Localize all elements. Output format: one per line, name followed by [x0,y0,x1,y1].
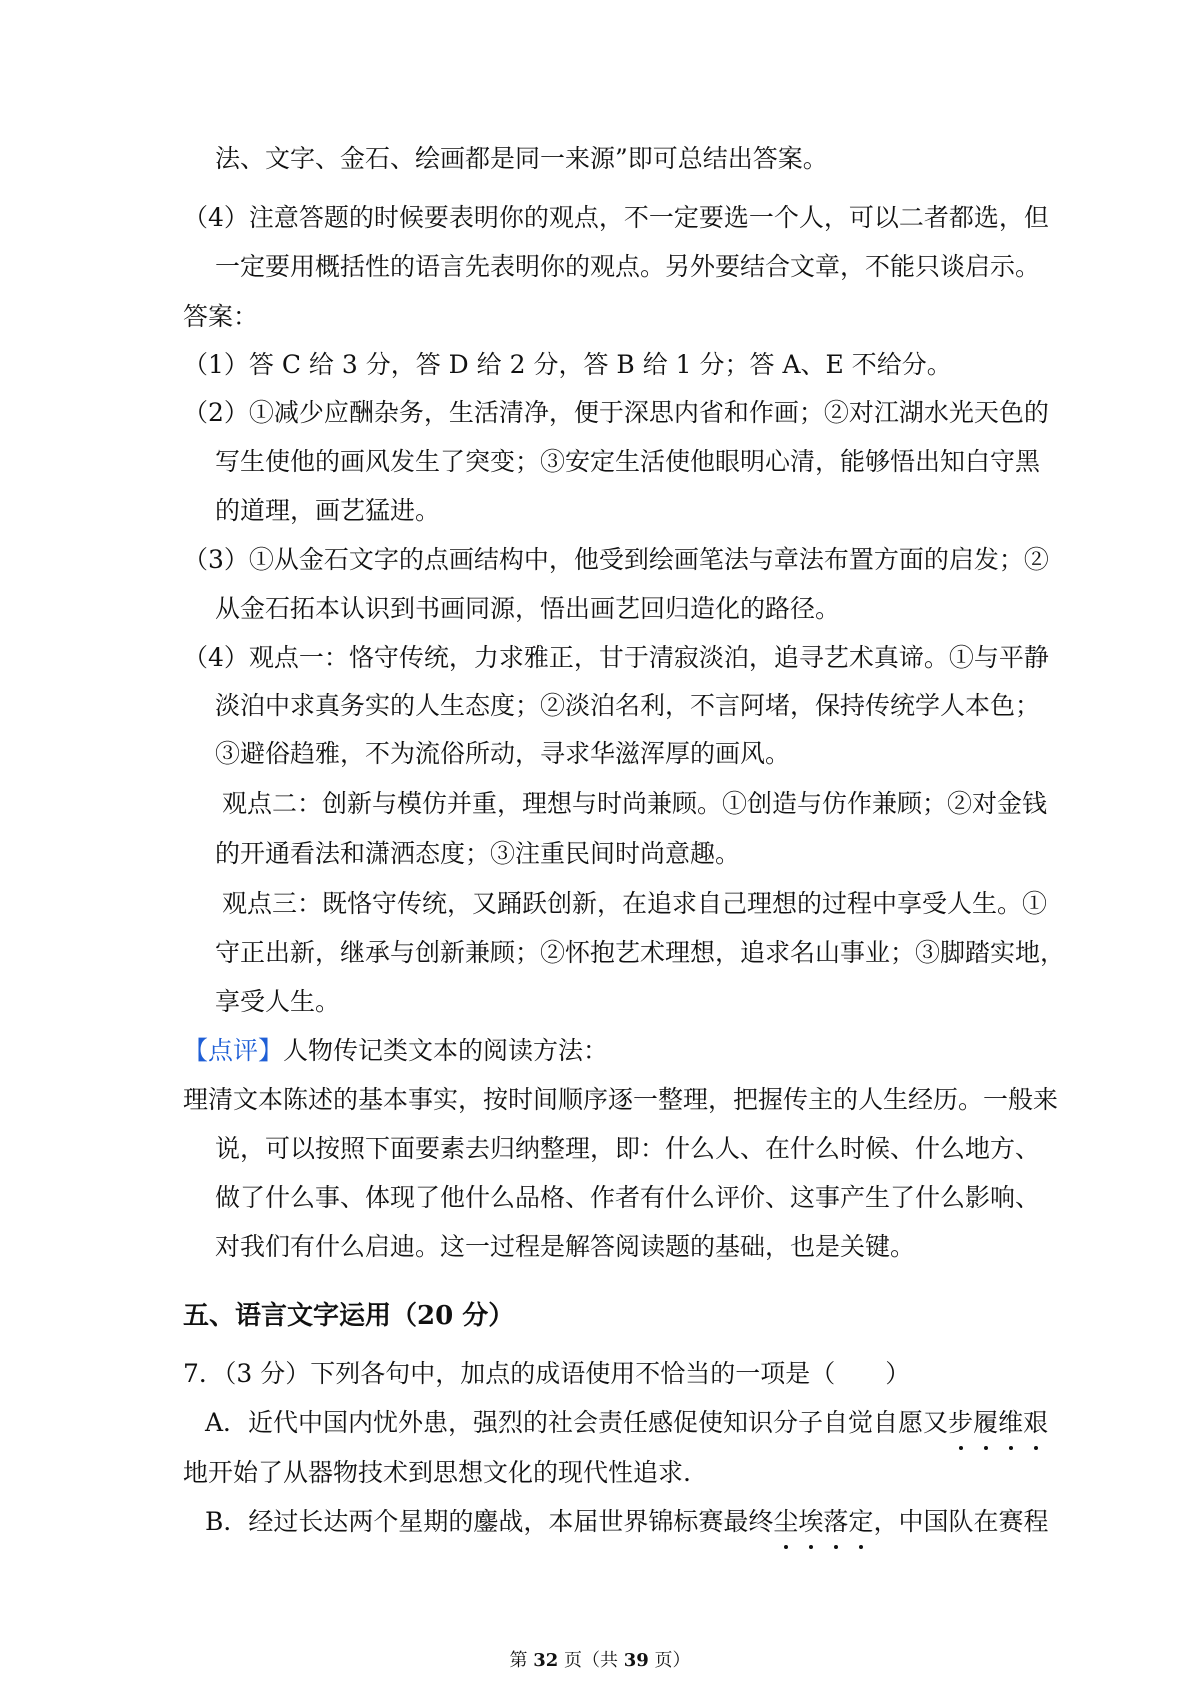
dotted-char: 落 [823,1507,849,1536]
text-line: 享受人生。 [215,987,341,1016]
option-a-text: A．近代中国内忧外患，强烈的社会责任感促使知识分子自觉自愿又 [205,1408,949,1437]
text-line: 对我们有什么启迪。这一过程是解答阅读题的基础，也是关键。 [215,1232,916,1261]
page-footer: 第 32 页（共 39 页） [509,1650,691,1671]
text-line: 7．（3 分）下列各句中，加点的成语使用不恰当的一项是（ ） [183,1359,911,1388]
text-line: （2）①减少应酬杂务，生活清净，便于深思内省和作画；②对江湖水光天色的 [183,398,1049,427]
text-line: 淡泊中求真务实的人生态度；②淡泊名利，不言阿堵，保持传统学人本色； [215,691,1041,720]
option-b-line [205,1507,1200,1537]
comment-text: 人物传记类文本的阅读方法： [283,1036,609,1065]
text-line: 答案： [183,302,259,331]
dotted-char: 履 [973,1408,999,1437]
text-line: 做了什么事、体现了他什么品格、作者有什么评价、这事产生了什么影响、 [215,1183,1041,1212]
text-line: 理清文本陈述的基本事实，按时间顺序逐一整理，把握传主的人生经历。一般来 [183,1085,1059,1114]
option-b-text-end: ，中国队在赛程 [873,1507,1049,1536]
text-line: （4）观点一：恪守传统，力求雅正，甘于清寂淡泊，追寻艺术真谛。①与平静 [183,643,1049,672]
dotted-char: 定 [848,1507,874,1536]
text-line: 说，可以按照下面要素去归纳整理，即：什么人、在什么时候、什么地方、 [215,1134,1041,1163]
text-line: （1）答 C 给 3 分，答 D 给 2 分，答 B 给 1 分；答 A、E 不给分。 [183,350,952,379]
text-line: 从金石拓本认识到书画同源，悟出画艺回归造化的路径。 [215,594,841,623]
option-a-line [205,1408,1200,1438]
dotted-char: 维 [998,1408,1024,1437]
text-line: 法、文字、金石、绘画都是同一来源”即可总结出答案。 [215,144,828,173]
section-heading: 五、语言文字运用（20 分） [183,1301,515,1331]
text-line: （4）注意答题的时候要表明你的观点，不一定要选一个人，可以二者都选，但 [183,203,1049,232]
comment-line [183,1036,1200,1066]
text-line: ③避俗趋雅，不为流俗所动，寻求华滋浑厚的画风。 [215,739,791,768]
text-line: 一定要用概括性的语言先表明你的观点。另外要结合文章，不能只谈启示。 [215,252,1041,281]
text-line: 的道理，画艺猛进。 [215,496,441,525]
dotted-char: 尘 [773,1507,799,1536]
dotted-char: 埃 [798,1507,824,1536]
option-b-text: B．经过长达两个星期的鏖战，本届世界锦标赛最终 [205,1507,774,1536]
text-line: 观点二：创新与模仿并重，理想与时尚兼顾。①创造与仿作兼顾；②对金钱 [222,789,1048,818]
comment-tag: 【点评】 [183,1036,284,1065]
total-page-number: 39 [623,1650,649,1671]
dotted-char: 艰 [1023,1408,1049,1437]
text-line: 地开始了从器物技术到思想文化的现代性追求. [183,1458,691,1487]
text-line: 写生使他的画风发生了突变；③安定生活使他眼明心清，能够悟出知白守黑 [215,447,1041,476]
text-line: 观点三：既恪守传统，又踊跃创新，在追求自己理想的过程中享受人生。① [222,889,1048,918]
text-line: （3）①从金石文字的点画结构中，他受到绘画笔法与章法布置方面的启发；② [183,545,1049,574]
text-line: 的开通看法和潇洒态度；③注重民间时尚意趣。 [215,839,741,868]
dotted-char: 步 [948,1408,974,1437]
text-line: 守正出新，继承与创新兼顾；②怀抱艺术理想，追求名山事业；③脚踏实地， [215,938,1066,967]
current-page-number: 32 [533,1650,559,1671]
